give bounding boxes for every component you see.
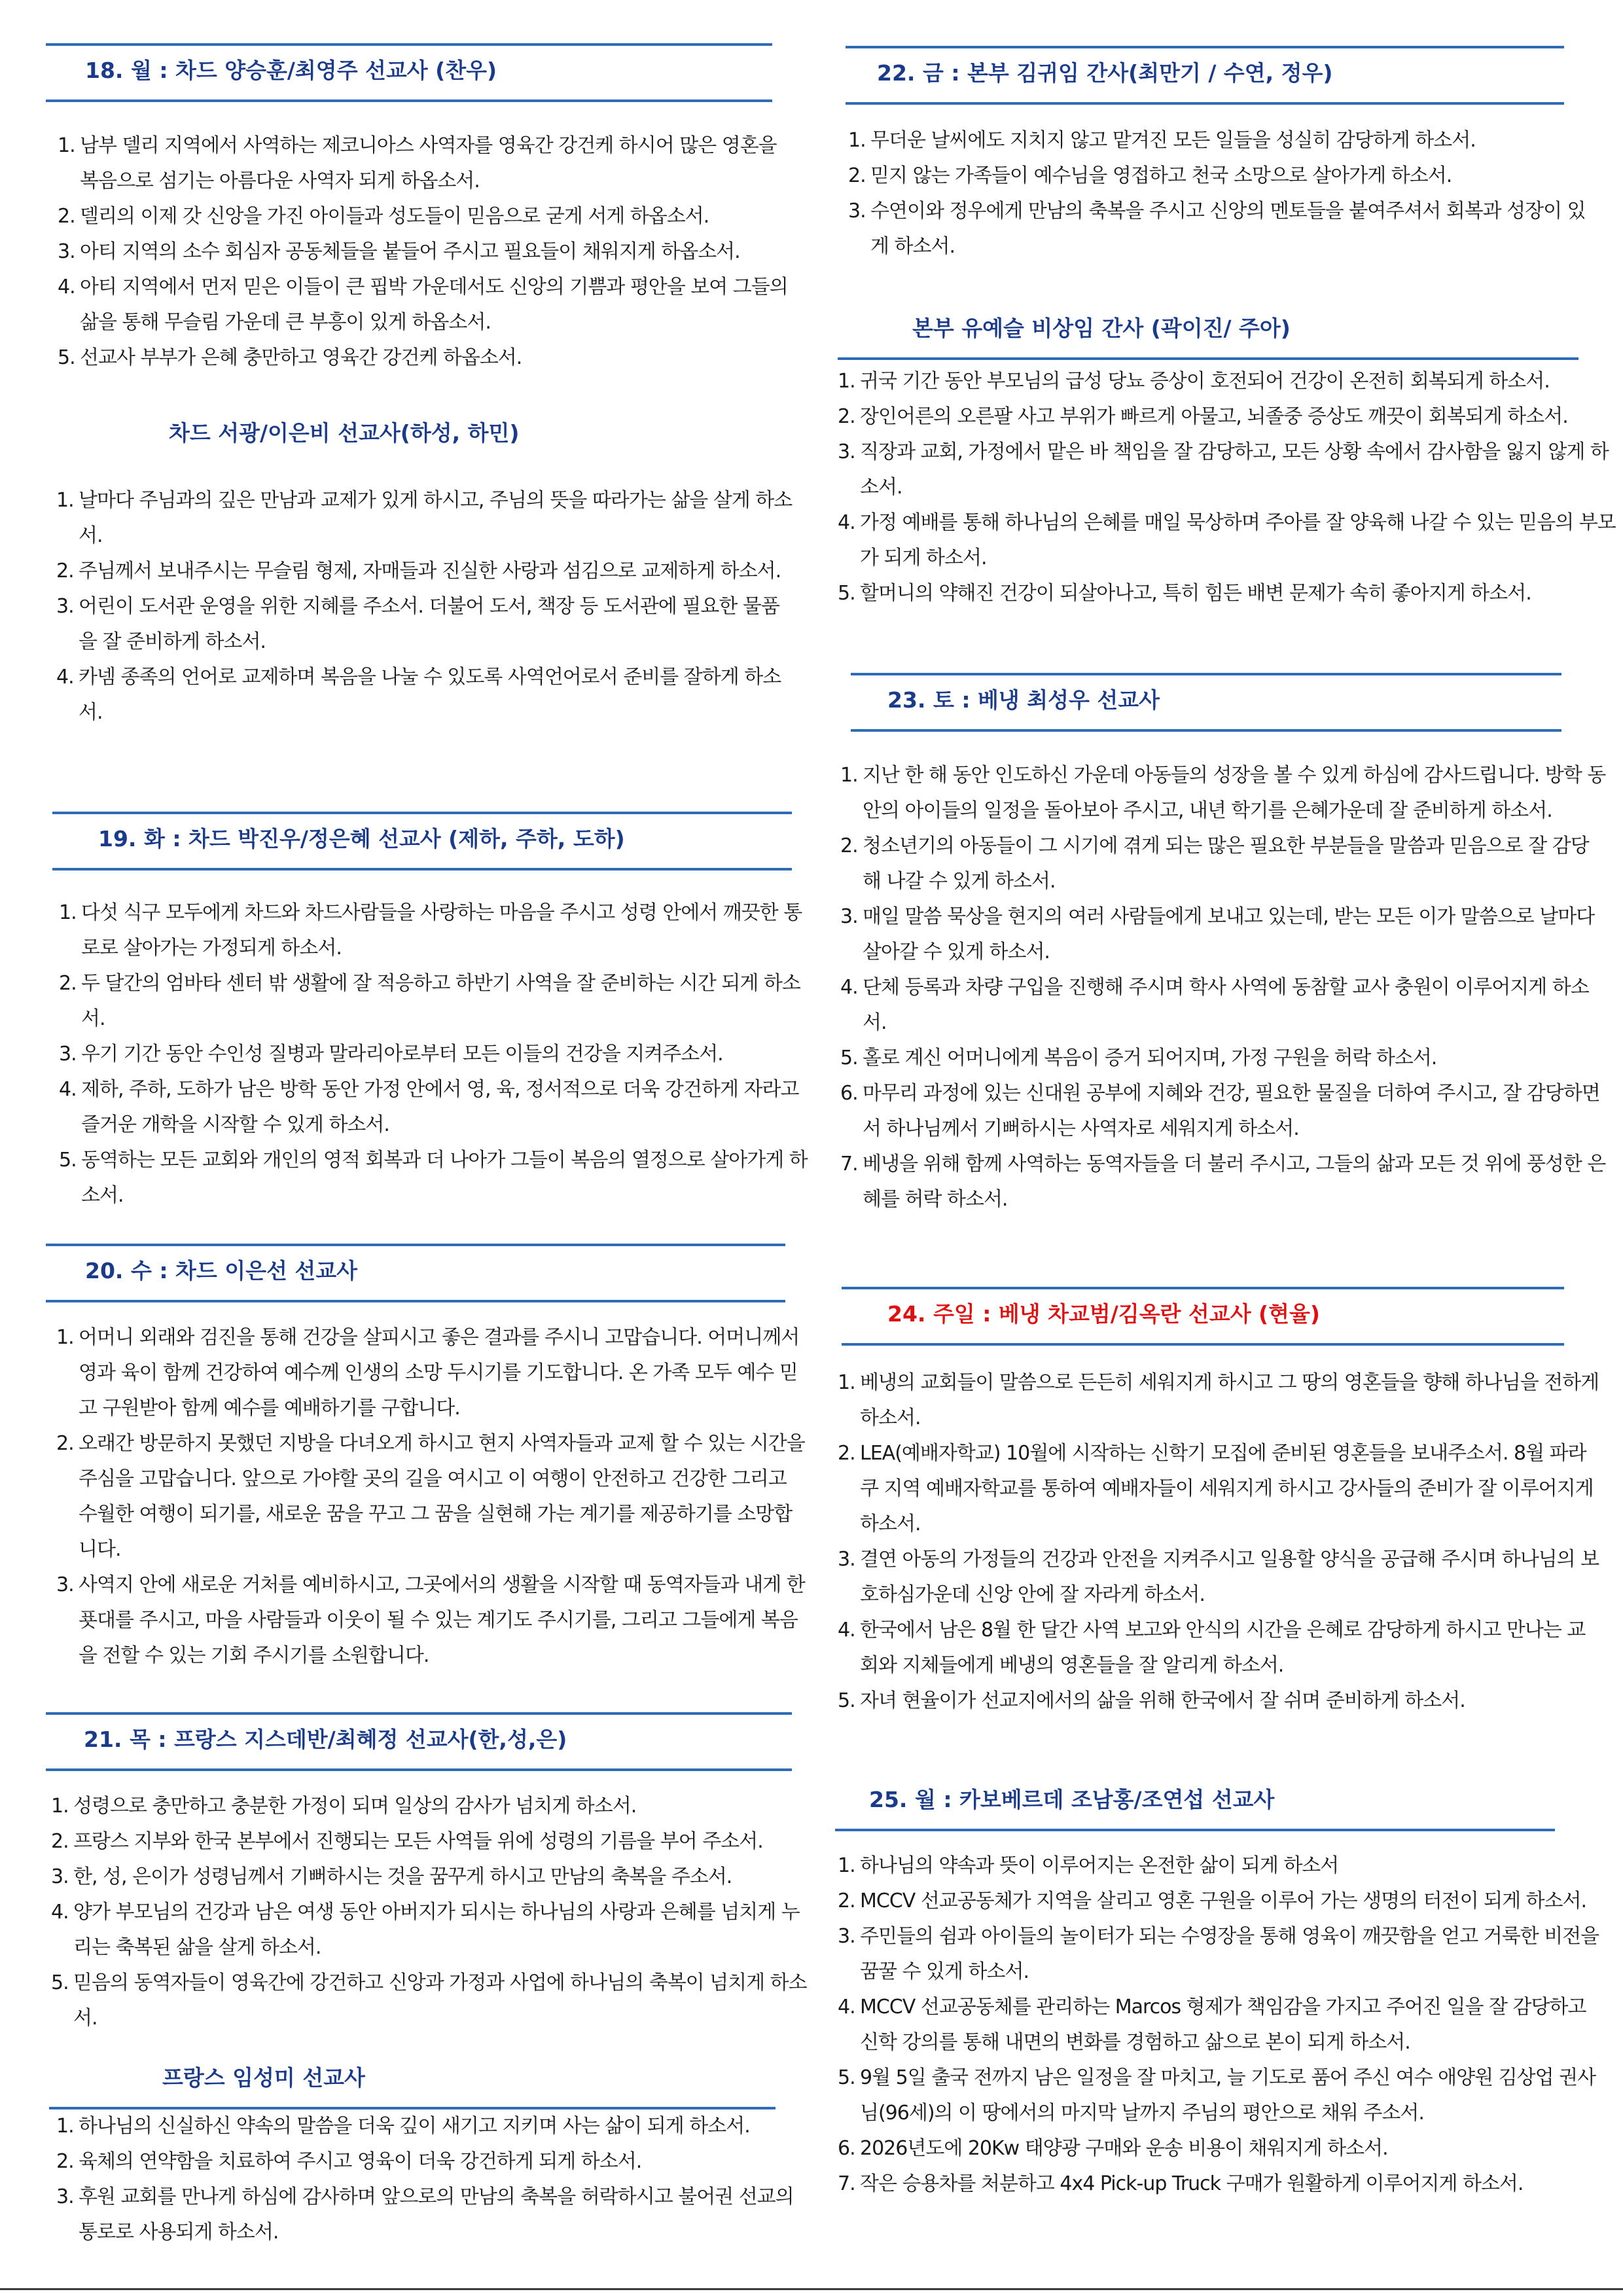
item-text: 마무리 과정에 있는 신대원 공부에 지혜와 건강, 필요한 물질을 더하여 주시고, 잘 감당하면서 하나님께서 기뻐하시는 사역자로 세워지게 하소서. <box>863 1082 1600 1140</box>
prayer-item <box>56 554 793 589</box>
section-top-rule <box>52 812 792 814</box>
section-bottom-rule <box>46 1300 785 1302</box>
item-number: 3. <box>838 440 855 463</box>
prayer-item <box>58 234 794 270</box>
item-text: 베냉의 교회들이 말씀으로 든든히 세워지게 하시고 그 땅의 영혼들을 향해 하나님을 전하게 하소서. <box>860 1371 1599 1429</box>
prayer-item <box>59 1143 818 1213</box>
prayer-item <box>840 1147 1606 1217</box>
item-number: 2. <box>56 2150 74 2173</box>
prayer-item <box>838 1436 1603 1542</box>
section-bottom-rule <box>838 357 1578 360</box>
section-header: 25. 월 : 카보베르데 조남홍/조연섭 선교사 <box>869 1787 1275 1812</box>
prayer-item <box>56 660 793 730</box>
item-number: 2. <box>838 1890 855 1912</box>
item-text: 성령으로 충만하고 충분한 가정이 되며 일상의 감사가 넘치게 하소서. <box>73 1795 637 1818</box>
item-text: 프랑스 지부와 한국 본부에서 진행되는 모든 사역들 위에 성령의 기름을 부어 주소서. <box>73 1830 763 1853</box>
item-text: 다섯 식구 모두에게 차드와 차드사람들을 사랑하는 마음을 주시고 성령 안에서 깨끗한 통로로 살아가는 가정되게 하소서. <box>81 901 802 960</box>
item-number: 3. <box>838 1548 855 1571</box>
item-number: 3. <box>59 1043 77 1066</box>
prayer-item <box>840 1041 1606 1076</box>
prayer-item <box>848 194 1601 264</box>
section-header: 프랑스 임성미 선교사 <box>162 2065 365 2090</box>
item-text: 자녀 현율이가 선교지에서의 삶을 위해 한국에서 잘 쉬며 준비하게 하소서. <box>860 1689 1465 1712</box>
prayer-item <box>838 2060 1603 2131</box>
item-text: 믿음의 동역자들이 영육간에 강건하고 신앙과 가정과 사업에 하나님의 축복이 넘치게 하소서. <box>73 1971 807 2030</box>
item-number: 2. <box>58 205 75 228</box>
item-text: 아티 지역의 소수 회심자 공동체들을 붙들어 주시고 필요들이 채워지게 하옵소서. <box>80 240 740 263</box>
item-number: 5. <box>838 582 855 605</box>
item-number: 2. <box>848 164 866 187</box>
item-number: 2. <box>838 1442 855 1465</box>
item-text: 양가 부모님의 건강과 남은 여생 동안 아버지가 되시는 하나님의 사랑과 은혜를 넘치게 누리는 축복된 삶을 살게 하소서. <box>73 1901 800 1959</box>
prayer-item <box>848 158 1601 194</box>
item-text: 홀로 계신 어머니에게 복음이 증거 되어지며, 가정 구원을 허락 하소서. <box>863 1047 1437 1069</box>
item-number: 1. <box>838 370 855 393</box>
section-header: 24. 주일 : 베냉 차교범/김옥란 선교사 (현율) <box>887 1301 1320 1327</box>
prayer-item <box>838 1542 1603 1613</box>
item-number: 5. <box>838 1689 855 1712</box>
section-bottom-rule <box>835 1829 1555 1831</box>
prayer-list <box>59 895 818 1213</box>
item-number: 5. <box>838 2066 855 2089</box>
prayer-item <box>840 758 1606 829</box>
prayer-item <box>51 1895 810 1965</box>
item-text: 베냉을 위해 함께 사역하는 동역자들을 더 불러 주시고, 그들의 삶과 모든 것 위에 풍성한 은혜를 허락 하소서. <box>863 1153 1606 1211</box>
item-text: 후원 교회를 만나게 하심에 감사하며 앞으로의 만남의 축복을 허락하시고 불어권 선교의 통로로 사용되게 하소서. <box>79 2185 794 2244</box>
item-text: 제하, 주하, 도하가 남은 방학 동안 가정 안에서 영, 육, 정서적으로 더욱 강건하게 자라고 즐거운 개학을 시작할 수 있게 하소서. <box>81 1078 799 1136</box>
prayer-item <box>56 589 793 660</box>
prayer-list <box>848 123 1601 264</box>
item-number: 3. <box>56 2185 74 2208</box>
prayer-item <box>58 199 794 234</box>
prayer-item <box>58 270 794 340</box>
item-number: 1. <box>838 1371 855 1394</box>
item-text: 무더운 날씨에도 지치지 않고 맡겨진 모든 일들을 성실히 감당하게 하소서. <box>870 129 1476 152</box>
item-text: 9월 5일 출국 전까지 남은 일정을 잘 마치고, 늘 기도로 품어 주신 여수 애양원 김상업 권사님(96세)의 이 땅에서의 마지막 날까지 주님의 평안으로 채워 주소서. <box>860 2066 1596 2125</box>
item-text: 어머니 외래와 검진을 통해 건강을 살피시고 좋은 결과를 주시니 고맙습니다. 어머니께서 영과 육이 함께 건강하여 예수께 인생의 소망 두시기를 기도합니다. 온 가족 모두 예수 믿고 구원받아 함께 예수를 예배하기를 구합니다. <box>79 1326 800 1420</box>
prayer-item <box>58 128 794 199</box>
item-number: 3. <box>58 240 75 263</box>
prayer-list <box>56 1320 809 1674</box>
item-text: 육체의 연약함을 치료하여 주시고 영육이 더욱 강건하게 되게 하소서. <box>79 2150 642 2173</box>
item-text: 주님께서 보내주시는 무슬림 형제, 자매들과 진실한 사랑과 섬김으로 교제하게 하소서. <box>79 560 781 583</box>
item-number: 4. <box>59 1078 77 1101</box>
section-top-rule <box>846 46 1564 48</box>
prayer-item <box>848 123 1601 158</box>
prayer-item <box>838 364 1616 399</box>
section-header: 본부 유예슬 비상임 간사 (곽이진/ 주아) <box>912 315 1291 341</box>
prayer-item <box>838 1884 1603 1919</box>
prayer-list <box>838 1365 1603 1719</box>
prayer-item <box>56 2179 809 2250</box>
item-text: 믿지 않는 가족들이 예수님을 영접하고 천국 소망으로 살아가게 하소서. <box>870 164 1452 187</box>
prayer-list <box>51 1789 810 2036</box>
item-number: 5. <box>59 1149 77 1172</box>
item-number: 3. <box>838 1925 855 1948</box>
prayer-item <box>840 1076 1606 1147</box>
prayer-item <box>56 483 793 554</box>
item-text: 청소년기의 아동들이 그 시기에 겪게 되는 많은 필요한 부분들을 말씀과 믿음으로 잘 감당해 나갈 수 있게 하소서. <box>863 834 1589 893</box>
prayer-item <box>840 970 1606 1041</box>
prayer-item <box>51 1824 810 1859</box>
item-text: 결연 아동의 가정들의 건강과 안전을 지켜주시고 일용할 양식을 공급해 주시며 하나님의 보호하심가운데 신앙 안에 잘 자라게 하소서. <box>860 1548 1599 1606</box>
item-text: 하나님의 신실하신 약속의 말씀을 더욱 깊이 새기고 지키며 사는 삶이 되게 하소서. <box>79 2115 750 2138</box>
item-text: 우기 기간 동안 수인성 질병과 말라리아로부터 모든 이들의 건강을 지켜주소서. <box>81 1043 723 1066</box>
prayer-item <box>838 1613 1603 1683</box>
item-text: 한, 성, 은이가 성령님께서 기뻐하시는 것을 꿈꾸게 하시고 만남의 축복을 주소서. <box>73 1865 732 1888</box>
prayer-item <box>838 1365 1603 1436</box>
item-number: 4. <box>58 276 75 298</box>
item-number: 4. <box>838 1619 855 1641</box>
prayer-item <box>56 1320 809 1426</box>
item-text: 어린이 도서관 운영을 위한 지혜를 주소서. 더불어 도서, 책장 등 도서관에 필요한 물품을 잘 준비하게 하소서. <box>79 595 779 653</box>
item-number: 1. <box>58 134 75 157</box>
item-number: 1. <box>56 2115 74 2138</box>
prayer-item <box>59 895 818 966</box>
item-number: 6. <box>840 1082 858 1105</box>
prayer-list <box>840 758 1606 1217</box>
item-text: 한국에서 남은 8월 한 달간 사역 보고와 안식의 시간을 은혜로 감당하게 하시고 만나는 교회와 지체들에게 베냉의 영혼들을 잘 알리게 하소서. <box>860 1619 1586 1677</box>
item-number: 7. <box>838 2172 855 2195</box>
prayer-item <box>56 1568 809 1674</box>
section-bottom-rule <box>842 1343 1564 1346</box>
item-number: 2. <box>51 1830 69 1853</box>
item-number: 2. <box>56 560 74 583</box>
item-number: 3. <box>848 200 866 223</box>
item-text: 날마다 주님과의 깊은 만남과 교제가 있게 하시고, 주님의 뜻을 따라가는 삶을 살게 하소서. <box>79 489 793 547</box>
item-text: 선교사 부부가 은혜 충만하고 영육간 강건케 하옵소서. <box>80 346 522 369</box>
prayer-item <box>56 2144 809 2179</box>
item-number: 4. <box>838 511 855 534</box>
section-top-rule <box>46 1712 792 1715</box>
prayer-item <box>838 1848 1603 1884</box>
item-text: 귀국 기간 동안 부모님의 급성 당뇨 증상이 호전되어 건강이 온전히 회복되게 하소서. <box>860 370 1550 393</box>
section-header: 19. 화 : 차드 박진우/정은혜 선교사 (제하, 주하, 도하) <box>98 826 625 852</box>
prayer-list <box>838 1848 1603 2202</box>
item-number: 4. <box>838 1996 855 2018</box>
section-bottom-rule <box>846 102 1564 105</box>
prayer-item <box>838 576 1616 611</box>
prayer-item <box>838 1990 1603 2060</box>
prayer-item <box>56 1426 809 1568</box>
item-text: 직장과 교회, 가정에서 맡은 바 책임을 잘 감당하고, 모든 상황 속에서 감사함을 잃지 않게 하소서. <box>860 440 1609 499</box>
prayer-list <box>56 483 793 730</box>
prayer-item <box>59 966 818 1037</box>
section-top-rule <box>46 43 772 46</box>
item-text: 수연이와 정우에게 만남의 축복을 주시고 신앙의 멘토들을 붙여주셔서 회복과 성장이 있게 하소서. <box>870 200 1586 258</box>
item-number: 5. <box>51 1971 69 1994</box>
item-text: MCCV 선교공동체를 관리하는 Marcos 형제가 책임감을 가지고 주어진 일을 잘 감당하고 신학 강의를 통해 내면의 변화를 경험하고 삶으로 본이 되게 하소서. <box>860 1996 1586 2054</box>
item-text: 남부 델리 지역에서 사역하는 제코니아스 사역자를 영육간 강건케 하시어 많은 영혼을 복음으로 섬기는 아름다운 사역자 되게 하옵소서. <box>80 134 777 192</box>
prayer-item <box>840 829 1606 899</box>
prayer-item <box>51 1859 810 1895</box>
prayer-item <box>838 1683 1603 1719</box>
item-number: 2. <box>840 834 858 857</box>
item-number: 1. <box>51 1795 69 1818</box>
item-number: 1. <box>56 1326 74 1349</box>
item-text: 동역하는 모든 교회와 개인의 영적 회복과 더 나아가 그들이 복음의 열정으로 살아가게 하소서. <box>81 1149 808 1207</box>
section-top-rule <box>842 1287 1564 1289</box>
item-number: 3. <box>840 905 858 928</box>
item-number: 4. <box>840 976 858 999</box>
item-number: 5. <box>840 1047 858 1069</box>
prayer-item <box>838 435 1616 505</box>
section-top-rule <box>851 673 1561 675</box>
section-bottom-rule <box>46 99 772 102</box>
item-number: 3. <box>56 595 74 618</box>
item-number: 4. <box>56 666 74 689</box>
section-bottom-rule <box>46 1768 792 1771</box>
item-number: 1. <box>840 764 858 787</box>
item-text: 델리의 이제 갓 신앙을 가진 아이들과 성도들이 믿음으로 굳게 서게 하옵소서. <box>80 205 709 228</box>
prayer-item <box>838 399 1616 435</box>
item-number: 2. <box>59 972 77 995</box>
item-number: 2. <box>838 405 855 428</box>
item-text: 작은 승용차를 처분하고 4x4 Pick-up Truck 구매가 원활하게 이루어지게 하소서. <box>860 2172 1524 2195</box>
section-bottom-rule <box>52 868 792 870</box>
prayer-item <box>51 1965 810 2036</box>
item-text: 가정 예배를 통해 하나님의 은혜를 매일 묵상하며 주아를 잘 양육해 나갈 수 있는 믿음의 부모가 되게 하소서. <box>860 511 1616 569</box>
prayer-list <box>56 2109 809 2250</box>
item-text: 카넴 종족의 언어로 교제하며 복음을 나눌 수 있도록 사역언어로서 준비를 잘하게 하소서. <box>79 666 781 724</box>
item-text: 할머니의 약해진 건강이 되살아나고, 특히 힘든 배변 문제가 속히 좋아지게 하소서. <box>860 582 1531 605</box>
section-header: 23. 토 : 베냉 최성우 선교사 <box>887 687 1160 713</box>
item-number: 1. <box>838 1854 855 1877</box>
prayer-list <box>838 364 1616 611</box>
section-header: 21. 목 : 프랑스 지스데반/최혜정 선교사(한,성,은) <box>84 1727 567 1752</box>
page-bottom-rule <box>0 2288 1623 2290</box>
prayer-item <box>838 2131 1603 2166</box>
section-header: 22. 금 : 본부 김귀임 간사(최만기 / 수연, 정우) <box>877 60 1333 86</box>
item-number: 1. <box>848 129 866 152</box>
item-text: 장인어른의 오른팔 사고 부위가 빠르게 아물고, 뇌졸중 증상도 깨끗이 회복되게 하소서. <box>860 405 1568 428</box>
item-text: 지난 한 해 동안 인도하신 가운데 아동들의 성장을 볼 수 있게 하심에 감사드립니다. 방학 동안의 아이들의 일정을 돌아보아 주시고, 내년 학기를 은혜가운데 잘 준비하게 하소서. <box>863 764 1606 822</box>
section-header: 20. 수 : 차드 이은선 선교사 <box>85 1258 358 1283</box>
item-number: 3. <box>56 1573 74 1596</box>
item-number: 3. <box>51 1865 69 1888</box>
prayer-item <box>838 2166 1603 2202</box>
item-number: 1. <box>59 901 77 924</box>
prayer-item <box>838 505 1616 576</box>
prayer-list <box>58 128 794 376</box>
item-text: 단체 등록과 차량 구입을 진행해 주시며 학사 사역에 동참할 교사 충원이 이루어지게 하소서. <box>863 976 1589 1034</box>
prayer-item <box>838 1919 1603 1990</box>
prayer-item <box>59 1037 818 1072</box>
item-text: MCCV 선교공동체가 지역을 살리고 영혼 구원을 이루어 가는 생명의 터전이 되게 하소서. <box>860 1890 1587 1912</box>
prayer-item <box>58 340 794 376</box>
item-number: 7. <box>840 1153 858 1175</box>
item-text: 하나님의 약속과 뜻이 이루어지는 온전한 삶이 되게 하소서 <box>860 1854 1339 1877</box>
item-number: 4. <box>51 1901 69 1924</box>
section-top-rule <box>46 1244 785 1246</box>
section-header: 18. 월 : 차드 양승훈/최영주 선교사 (찬우) <box>85 58 497 83</box>
item-number: 6. <box>838 2137 855 2160</box>
section-header: 차드 서광/이은비 선교사(하성, 하민) <box>169 420 520 446</box>
item-text: 2026년도에 20Kw 태양광 구매와 운송 비용이 채워지게 하소서. <box>860 2137 1388 2160</box>
prayer-item <box>59 1072 818 1143</box>
item-number: 5. <box>58 346 75 369</box>
prayer-item <box>840 899 1606 970</box>
item-text: 아티 지역에서 먼저 믿은 이들이 큰 핍박 가운데서도 신앙의 기쁨과 평안을 보여 그들의 삶을 통해 무슬림 가운데 큰 부흥이 있게 하옵소서. <box>80 276 788 334</box>
section-bottom-rule <box>851 729 1561 732</box>
item-text: 오래간 방문하지 못했던 지방을 다녀오게 하시고 현지 사역자들과 교제 할 수 있는 시간을 주심을 고맙습니다. 앞으로 가야할 곳의 길을 여시고 이 여행이 안전하고 건강한 그리고 수월한 여행이 되기를, 새로운 꿈을 꾸고 그 꿈을 실현해 가는 계기를 제공하기를 소망합니다. <box>79 1432 805 1561</box>
item-text: 주민들의 쉼과 아이들의 놀이터가 되는 수영장을 통해 영육이 깨끗함을 얻고 거룩한 비전을 꿈꿀 수 있게 하소서. <box>860 1925 1599 1983</box>
item-number: 1. <box>56 489 74 512</box>
prayer-item <box>56 2109 809 2144</box>
item-text: LEA(예배자학교) 10월에 시작하는 신학기 모집에 준비된 영혼들을 보내주소서. 8월 파라쿠 지역 예배자학교를 통하여 예배자들이 세워지게 하시고 강사들의 준비가 잘 이루어지게 하소서. <box>860 1442 1594 1535</box>
item-text: 사역지 안에 새로운 거처를 예비하시고, 그곳에서의 생활을 시작할 때 동역자들과 내게 한 푯대를 주시고, 마을 사람들과 이웃이 될 수 있는 계기도 주시기를, 그리고 그들에게 복음을 전할 수 있는 기회 주시기를 소원합니다. <box>79 1573 805 1667</box>
prayer-item <box>51 1789 810 1824</box>
item-text: 두 달간의 엄바타 센터 밖 생활에 잘 적응하고 하반기 사역을 잘 준비하는 시간 되게 하소서. <box>81 972 800 1030</box>
item-text: 매일 말씀 묵상을 현지의 여러 사람들에게 보내고 있는데, 받는 모든 이가 말씀으로 날마다 살아갈 수 있게 하소서. <box>863 905 1595 963</box>
item-number: 2. <box>56 1432 74 1455</box>
